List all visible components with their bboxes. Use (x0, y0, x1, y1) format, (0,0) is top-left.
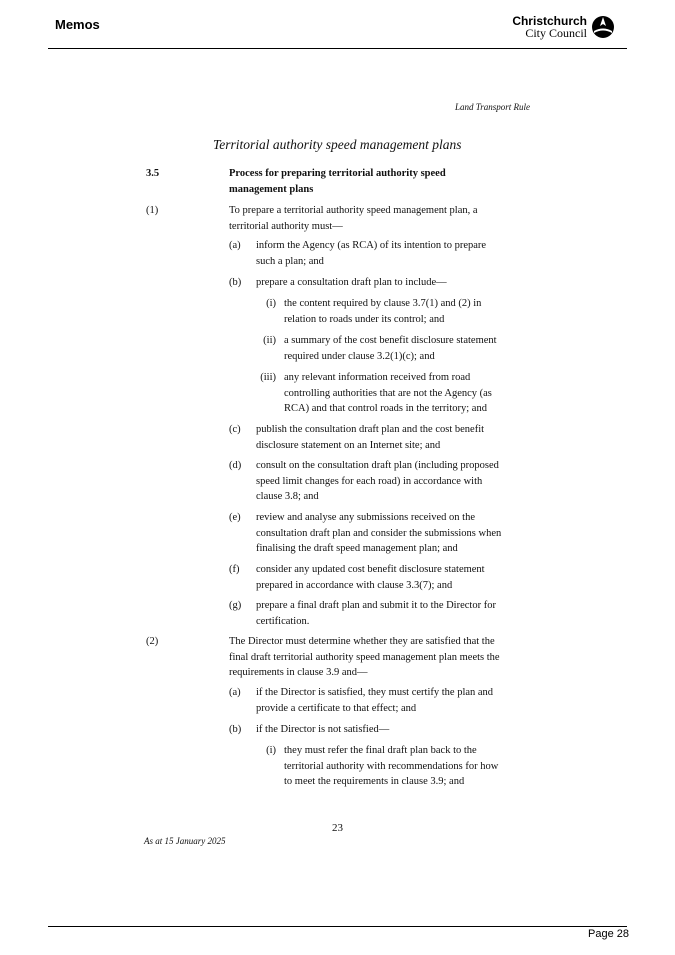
subclause-text: The Director must determine whether they are satisfied that the final draft territorial authority speed management plan meets the requirements in clause 3.9 and— (229, 636, 500, 678)
item-text: if the Director is not satisfied— (256, 724, 390, 735)
item-label: (g) (229, 600, 242, 611)
item-label: (a) (229, 687, 241, 698)
item-text: if the Director is satisfied, they must certify the plan and provide a certificate to that effect; and (256, 687, 494, 714)
item-text: review and analyse any submissions received on the consultation draft plan and consider the submissions when finalising the draft speed management plan; and (256, 512, 502, 554)
item-text: inform the Agency (as RCA) of its intention to prepare such a plan; and (256, 240, 487, 267)
section-heading: Territorial authority speed management plans (213, 137, 462, 152)
subclause-text: To prepare a territorial authority speed management plan, a territorial authority must— (229, 205, 478, 232)
subitem-text: any relevant information received from road controlling authorities that are not the Agency (as RCA) and that control roads in the territory; and (284, 372, 492, 414)
page-label: Page 28 (588, 928, 629, 940)
footer-divider (48, 926, 627, 927)
item-label: (e) (229, 512, 241, 523)
subitem-label: (i) (266, 745, 276, 756)
logo-line-2: City Council (525, 26, 587, 40)
running-head: Land Transport Rule (454, 102, 530, 112)
council-logo (512, 14, 615, 40)
document-page-number: 23 (332, 822, 343, 834)
item-label: (f) (229, 564, 240, 575)
council-logo-icon (591, 14, 615, 40)
item-text: prepare a final draft plan and submit it to the Director for certification. (256, 600, 496, 627)
header-divider (48, 48, 627, 49)
subitem-label: (ii) (263, 335, 276, 346)
subitem-text: the content required by clause 3.7(1) and (2) in relation to roads under its control; and (284, 298, 482, 325)
item-label: (d) (229, 460, 242, 471)
item-label: (b) (229, 277, 242, 288)
item-label: (a) (229, 240, 241, 251)
subitem-text: a summary of the cost benefit disclosure statement required under clause 3.2(1)(c); and (284, 335, 497, 362)
subclause-number: (2) (146, 636, 159, 647)
subitem-label: (iii) (260, 372, 276, 383)
logo-line-1: Christchurch (512, 14, 587, 28)
item-label: (c) (229, 424, 241, 435)
clause-number: 3.5 (146, 168, 160, 179)
as-at-date: As at 15 January 2025 (144, 836, 226, 846)
subitem-label: (i) (266, 298, 276, 309)
clause-title: Process for preparing territorial authority speed management plans (229, 168, 446, 195)
subitem-text: they must refer the final draft plan back to the territorial authority with recommendations for how to meet the requirements in clause 3.9; and (284, 745, 499, 787)
item-label: (b) (229, 724, 242, 735)
item-text: consider any updated cost benefit disclosure statement prepared in accordance with clause 3.3(7); and (256, 564, 485, 591)
subclause-number: (1) (146, 205, 159, 216)
item-text: prepare a consultation draft plan to include— (256, 277, 447, 288)
item-text: publish the consultation draft plan and the cost benefit disclosure statement on an Internet site; and (256, 424, 485, 451)
item-text: consult on the consultation draft plan (including proposed speed limit changes for each road) in accordance with clause 3.8; and (256, 460, 499, 502)
memo-title: Memos (55, 17, 100, 32)
